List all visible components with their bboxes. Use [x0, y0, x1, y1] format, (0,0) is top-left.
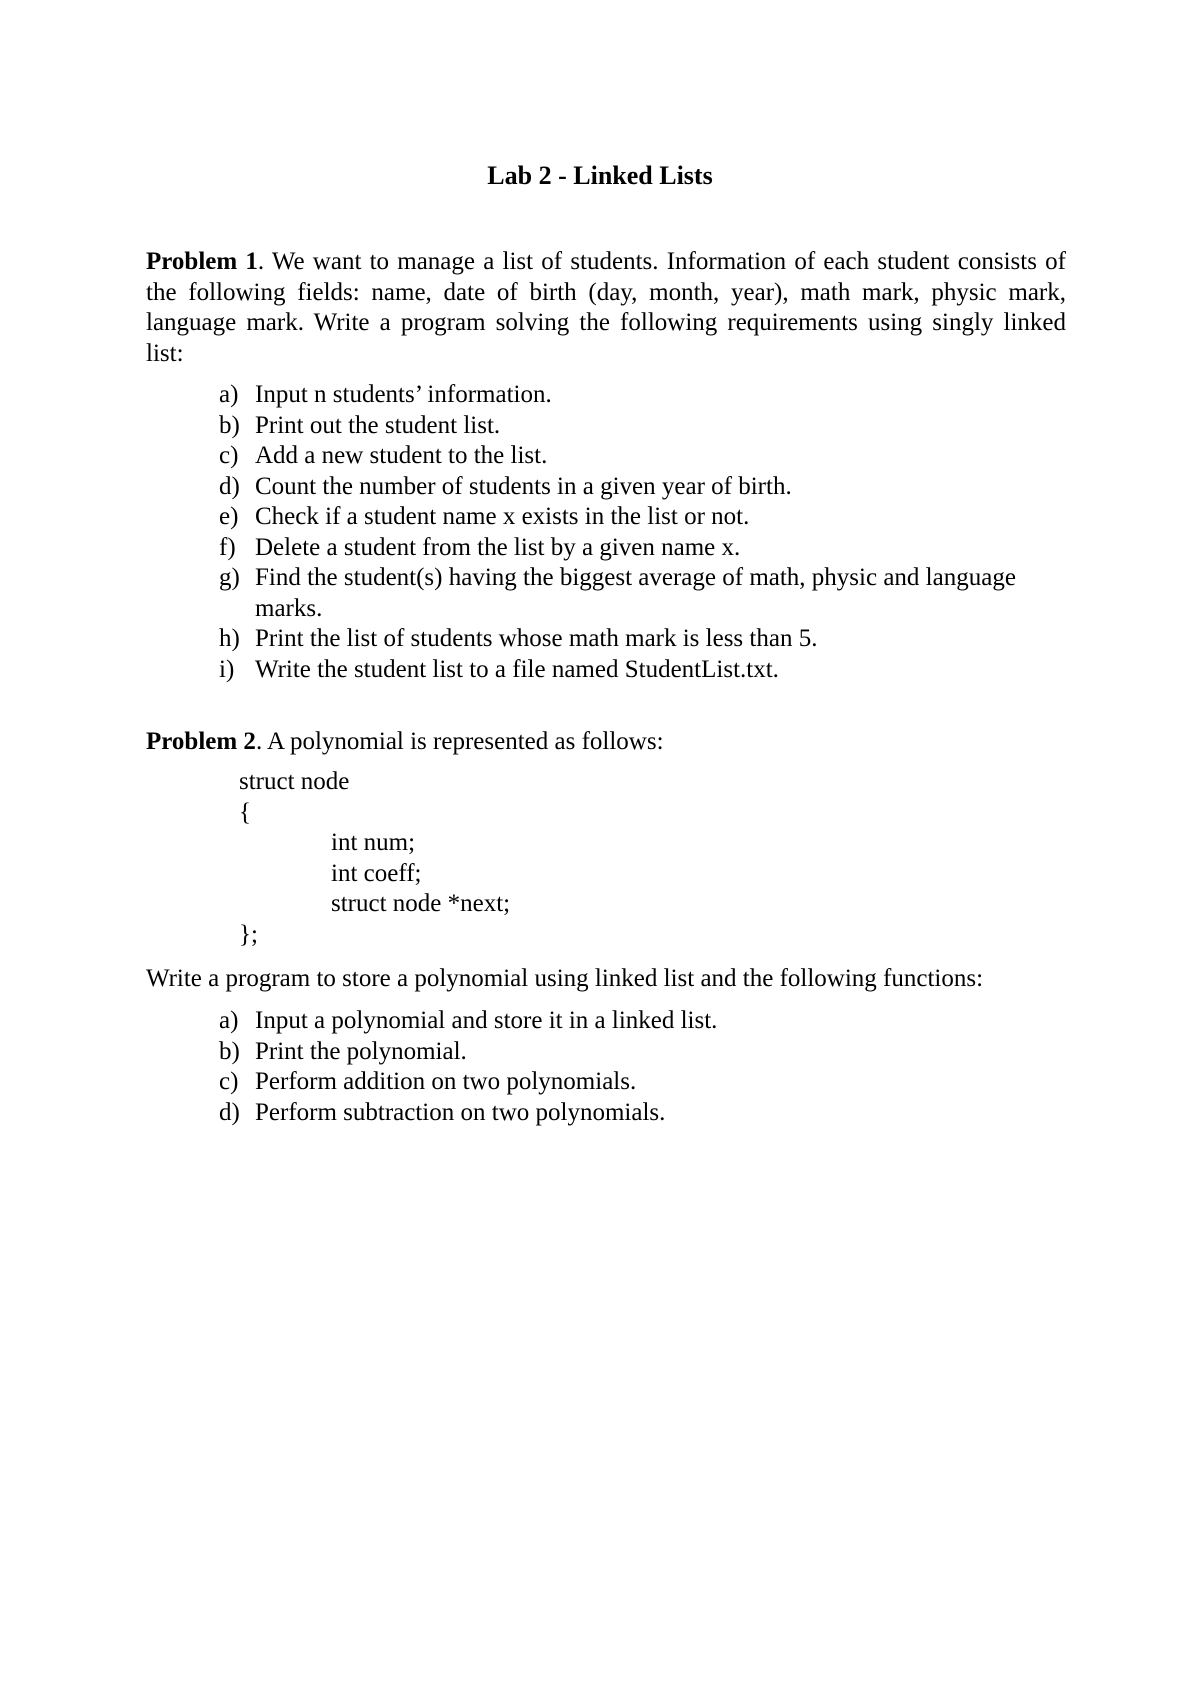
list-marker: i)	[219, 655, 235, 683]
list-item	[219, 624, 1067, 655]
code-line: {	[239, 798, 251, 826]
problem-1-requirements	[219, 380, 1067, 685]
list-item-text: Add a new student to the list.	[255, 442, 548, 469]
list-item-text: Perform subtraction on two polynomials.	[255, 1098, 666, 1126]
list-marker: b)	[219, 411, 240, 439]
problem-2-label: Problem 2	[146, 728, 256, 755]
list-item	[219, 533, 1067, 564]
list-marker: b)	[219, 1037, 240, 1065]
list-marker: a)	[219, 1007, 239, 1034]
problem-2-intro: Write a program to store a polynomial using linked list and the following functions:	[146, 965, 984, 992]
list-item	[219, 1006, 1067, 1037]
list-marker: a)	[219, 381, 239, 408]
list-item	[219, 1037, 1067, 1068]
problem-2-text: . A polynomial is represented as follows:	[255, 728, 664, 755]
list-item-text: Write the student list to a file named StudentList.txt.	[255, 655, 779, 683]
list-item-text: Check if a student name x exists in the list or not.	[255, 503, 750, 530]
list-marker: d)	[219, 472, 240, 500]
list-item	[219, 1067, 1067, 1098]
list-marker: h)	[219, 625, 240, 652]
code-line: };	[239, 920, 258, 948]
problem-2-functions	[219, 1006, 1067, 1128]
list-item	[219, 563, 1067, 624]
problem-1-statement	[146, 247, 1066, 369]
list-item	[219, 1098, 1067, 1129]
list-item-text: Count the number of students in a given year of birth.	[255, 472, 792, 500]
list-item-text: Print out the student list.	[255, 411, 501, 439]
problem-1-label: Problem 1	[146, 248, 258, 275]
list-item	[219, 655, 1067, 686]
list-marker: d)	[219, 1098, 240, 1126]
list-marker: g)	[219, 564, 240, 591]
list-item	[219, 411, 1067, 442]
list-item	[219, 472, 1067, 503]
code-line: int coeff;	[331, 859, 422, 887]
list-marker: e)	[219, 503, 239, 530]
list-marker: c)	[219, 442, 239, 469]
code-line: int num;	[331, 829, 416, 856]
list-item-text: Find the student(s) having the biggest average of math, physic and language marks.	[255, 564, 1016, 622]
list-item	[219, 380, 1067, 411]
list-item-text: Input n students’ information.	[255, 381, 552, 408]
list-item-text: Print the list of students whose math mark is less than 5.	[255, 625, 818, 652]
list-item	[219, 502, 1067, 533]
list-marker: f)	[219, 533, 236, 561]
list-item-text: Print the polynomial.	[255, 1037, 467, 1065]
problem-2-statement	[146, 727, 1066, 758]
list-marker: c)	[219, 1068, 239, 1095]
document-title: Lab 2 - Linked Lists	[487, 161, 713, 190]
list-item-text: Delete a student from the list by a given name x.	[255, 533, 741, 561]
list-item-text: Input a polynomial and store it in a linked list.	[255, 1007, 718, 1034]
list-item	[219, 441, 1067, 472]
list-item-text: Perform addition on two polynomials.	[255, 1068, 637, 1095]
struct-code-block	[239, 767, 510, 950]
problem-1-text: . We want to manage a list of students. Information of each student consists of the following fields: name, date of birth (day, month, year), math mark, physic mark, language mark. Write a program solving the following requirements using singly linked list:	[146, 248, 1066, 367]
code-line: struct node	[239, 768, 350, 795]
code-line: struct node *next;	[331, 890, 511, 917]
